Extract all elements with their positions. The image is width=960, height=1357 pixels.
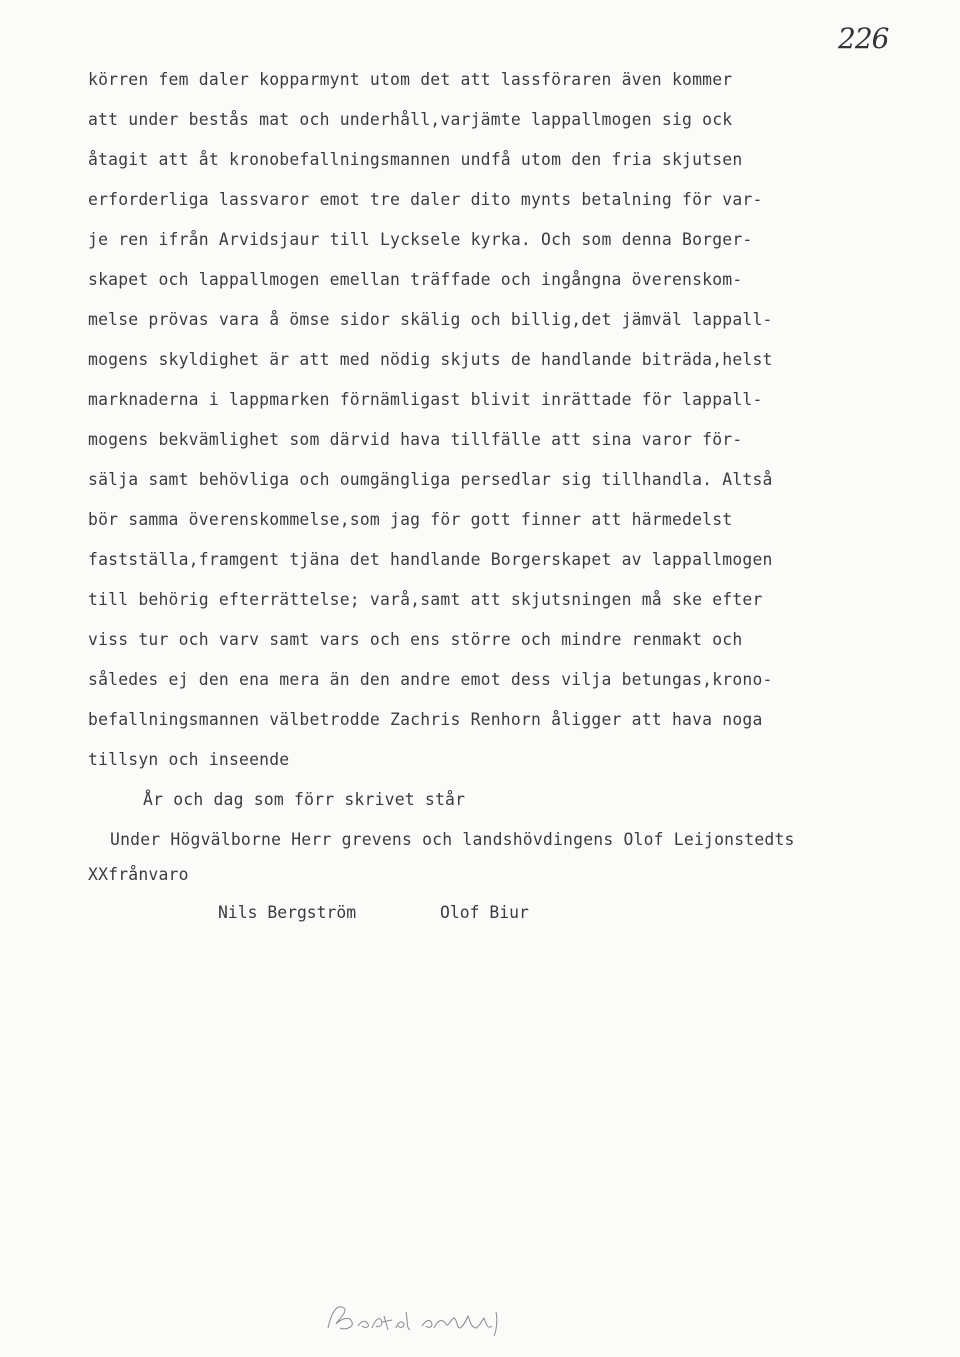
text-line: erforderliga lassvaror emot tre daler dito mynts betalning för var- bbox=[88, 190, 763, 209]
absence-line: Under Högvälborne Herr grevens och landshövdingens Olof Leijonstedts bbox=[110, 830, 795, 849]
signature-nils-bergstrom: Nils Bergström bbox=[218, 903, 357, 922]
text-line: sälja samt behövliga och oumgängliga persedlar sig tillhandla. Altså bbox=[88, 470, 773, 489]
signature-block bbox=[218, 903, 618, 927]
text-line: att under bestås mat och underhåll,varjämte lappallmogen sig ock bbox=[88, 110, 733, 129]
text-line: befallningsmannen välbetrodde Zachris Renhorn åligger att hava noga bbox=[88, 710, 763, 729]
text-line: melse prövas vara å ömse sidor skälig och billig,det jämväl lappall- bbox=[88, 310, 773, 329]
text-line: mogens bekvämlighet som därvid hava tillfälle att sina varor för- bbox=[88, 430, 743, 449]
text-line: tillsyn och inseende bbox=[88, 750, 290, 769]
text-line: skapet och lappallmogen emellan träffade och ingångna överenskom- bbox=[88, 270, 743, 289]
text-line: åtagit att åt kronobefallningsmannen undfå utom den fria skjutsen bbox=[88, 150, 743, 169]
text-line: viss tur och varv samt vars och ens större och mindre renmakt och bbox=[88, 630, 743, 649]
text-line: je ren ifrån Arvidsjaur till Lycksele kyrka. Och som denna Borger- bbox=[88, 230, 753, 249]
text-line: fastställa,framgent tjäna det handlande Borgerskapet av lappallmogen bbox=[88, 550, 773, 569]
text-line: således ej den ena mera än den andre emot dess vilja betungas,krono- bbox=[88, 670, 773, 689]
text-line: mogens skyldighet är att med nödig skjuts de handlande biträda,helst bbox=[88, 350, 773, 369]
signature-olof-biur: Olof Biur bbox=[440, 903, 529, 922]
text-line: marknaderna i lappmarken förnämligast blivit inrättade för lappall- bbox=[88, 390, 763, 409]
text-line: till behörig efterrättelse; varå,samt att skjutsningen må ske efter bbox=[88, 590, 763, 609]
absence-line-continued: XXfrånvaro bbox=[88, 865, 189, 884]
text-line: bör samma överenskommelse,som jag för gott finner att härmedelst bbox=[88, 510, 733, 529]
text-line: körren fem daler kopparmynt utom det att lassföraren även kommer bbox=[88, 70, 733, 89]
date-line: År och dag som förr skrivet står bbox=[143, 790, 466, 809]
handwritten-pencil-note bbox=[322, 1298, 522, 1338]
page-number: 226 bbox=[838, 22, 889, 55]
handwritten-scribble bbox=[322, 1298, 522, 1338]
